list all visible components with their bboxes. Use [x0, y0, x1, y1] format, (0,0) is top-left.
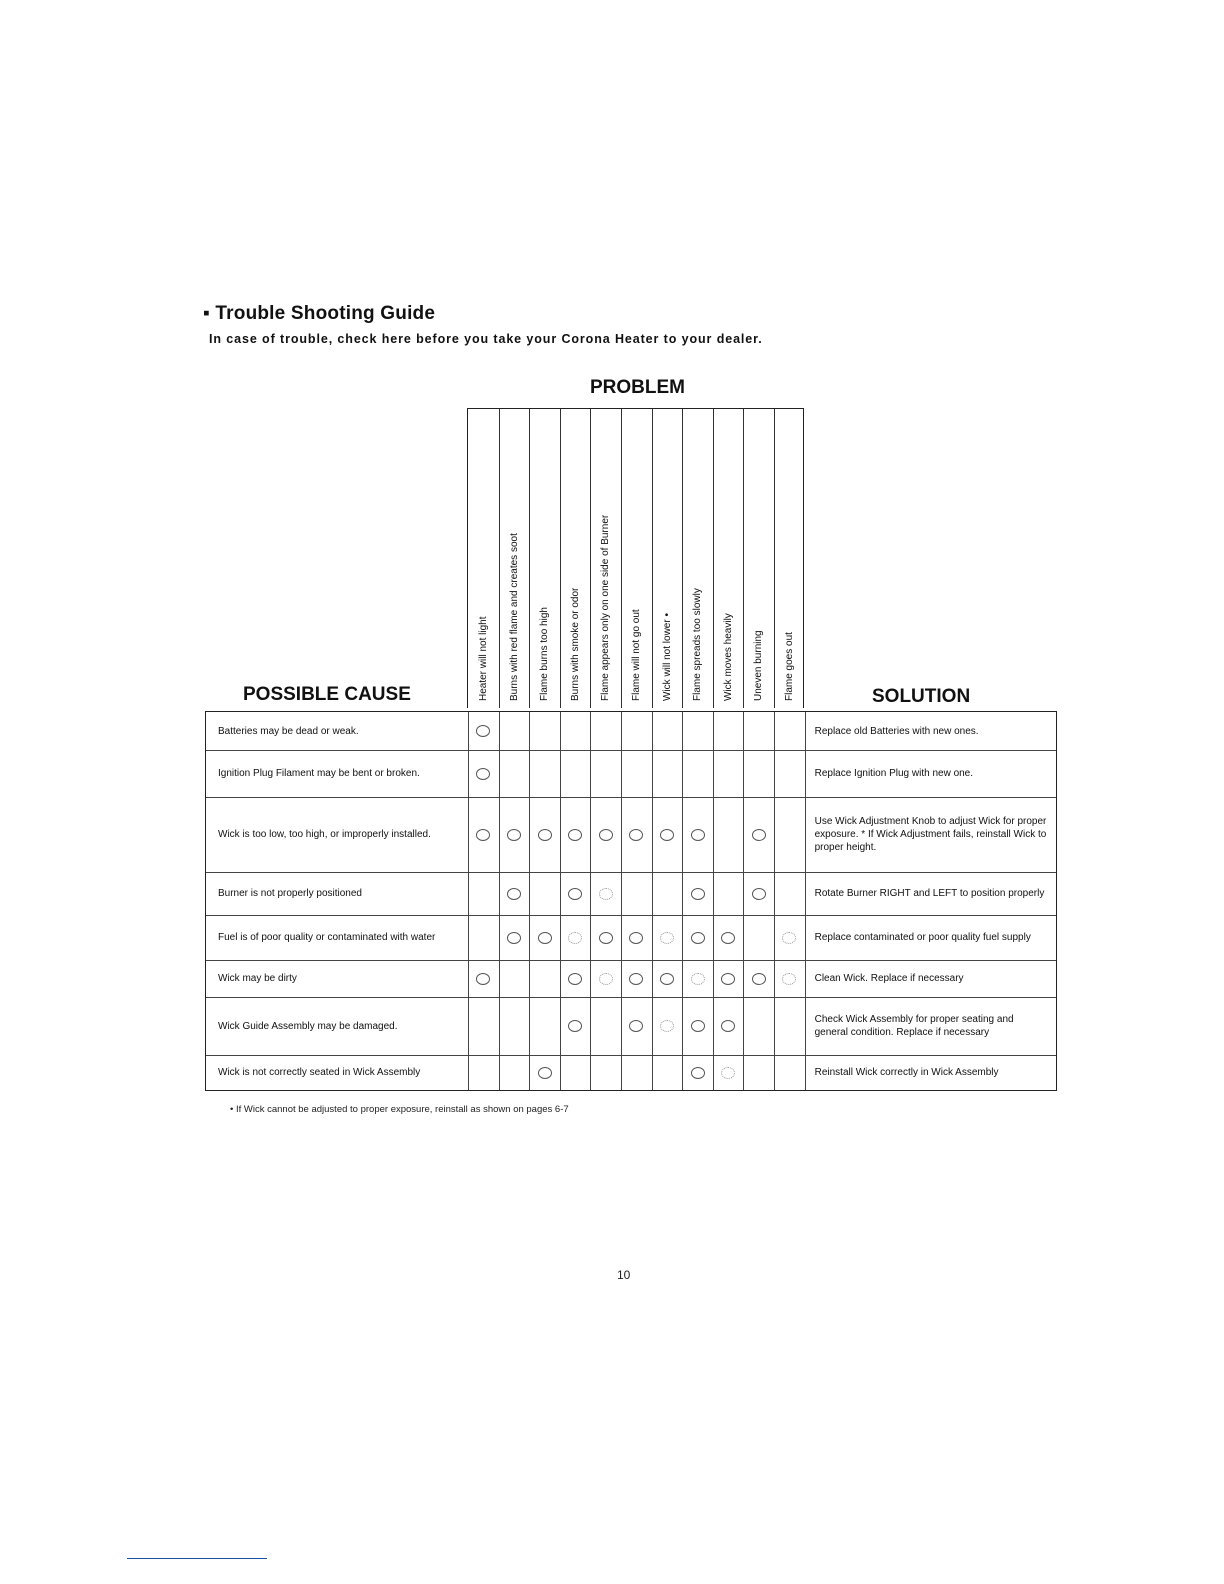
mark-column-divider — [682, 712, 683, 1090]
problem-mark — [599, 973, 613, 985]
cause-column-border — [468, 712, 469, 1090]
guide-title: ▪ Trouble Shooting Guide — [203, 303, 436, 324]
problem-mark — [752, 888, 766, 900]
problem-column-divider — [743, 409, 744, 708]
mark-column-divider — [713, 712, 714, 1090]
troubleshooting-table — [205, 711, 1057, 1091]
cause-heading: POSSIBLE CAUSE — [243, 684, 411, 705]
solution-cell: Replace old Batteries with new ones. — [814, 725, 979, 737]
problem-mark — [629, 973, 643, 985]
mark-column-divider — [743, 712, 744, 1090]
mark-column-divider — [774, 712, 775, 1090]
cause-cell: Fuel is of poor quality or contaminated with water — [218, 932, 436, 943]
cause-cell: Wick may be dirty — [218, 973, 297, 984]
problem-mark — [629, 932, 643, 944]
problem-mark — [568, 973, 582, 985]
problem-mark — [660, 973, 674, 985]
problem-mark — [691, 1020, 705, 1032]
problem-column-divider — [682, 409, 683, 708]
cause-cell: Wick Guide Assembly may be damaged. — [218, 1020, 398, 1032]
problem-mark — [721, 1020, 735, 1032]
mark-column-divider — [590, 712, 591, 1090]
problem-column-divider — [713, 409, 714, 708]
problem-mark — [660, 932, 674, 944]
problem-label: Wick moves heavily — [722, 613, 734, 701]
problem-mark — [782, 973, 796, 985]
problem-mark — [476, 725, 490, 737]
problem-mark — [752, 973, 766, 985]
problem-label: Heater will not light — [478, 616, 489, 701]
mark-column-divider — [529, 712, 530, 1090]
problem-mark — [721, 973, 735, 985]
mark-column-divider — [499, 712, 500, 1090]
problem-mark — [538, 1067, 552, 1079]
problem-mark — [691, 888, 705, 900]
mark-column-divider — [652, 712, 653, 1090]
mark-column-divider — [560, 712, 561, 1090]
cause-cell: Wick is too low, too high, or improperly installed. — [218, 829, 431, 840]
problem-mark — [476, 829, 490, 841]
problem-mark — [691, 973, 705, 985]
problem-column-divider — [529, 409, 530, 708]
problem-column-divider — [652, 409, 653, 708]
problem-label: Uneven burning — [753, 630, 765, 701]
solution-cell: Clean Wick. Replace if necessary — [814, 973, 964, 984]
cause-cell: Wick is not correctly seated in Wick Assembly — [218, 1067, 421, 1078]
cause-cell: Ignition Plug Filament may be bent or broken. — [218, 768, 420, 779]
mark-column-divider — [621, 712, 622, 1090]
solution-cell: Reinstall Wick correctly in Wick Assembly — [814, 1067, 999, 1078]
problem-column-divider — [774, 409, 775, 708]
problem-mark — [538, 932, 552, 944]
solution-cell: Use Wick Adjustment Knob to adjust Wick for proper exposure. * If Wick Adjustment fails, reinstall Wick to proper height. — [814, 816, 1047, 853]
problem-mark — [599, 888, 613, 900]
problem-column-divider — [590, 409, 591, 708]
problem-label: Flame appears only on one side of Burner — [600, 514, 612, 701]
solution-cell: Check Wick Assembly for proper seating and general condition. Replace if necessary — [814, 1014, 1014, 1038]
problem-mark — [476, 973, 490, 985]
problem-column-divider — [499, 409, 500, 708]
cause-cell: Batteries may be dead or weak. — [218, 725, 359, 737]
problem-mark — [568, 829, 582, 841]
problem-mark — [599, 829, 613, 841]
footnote: • If Wick cannot be adjusted to proper exposure, reinstall as shown on pages 6-7 — [230, 1104, 569, 1115]
solution-cell: Replace contaminated or poor quality fuel supply — [814, 932, 1031, 943]
problem-column-divider — [621, 409, 622, 708]
problem-mark — [507, 888, 521, 900]
problem-label: Wick will not lower • — [661, 613, 673, 701]
problem-mark — [691, 932, 705, 944]
solution-column-border — [805, 712, 806, 1090]
problem-label: Burns with smoke or odor — [569, 587, 581, 701]
problem-label: Flame burns too high — [539, 607, 551, 701]
problem-mark — [629, 1020, 643, 1032]
problem-mark — [568, 932, 582, 944]
problem-mark — [568, 1020, 582, 1032]
problem-mark — [476, 768, 490, 780]
problem-column-headers — [467, 408, 804, 708]
problem-mark — [660, 829, 674, 841]
cause-cell: Burner is not properly positioned — [218, 888, 362, 899]
problem-column-divider — [560, 409, 561, 708]
problem-mark — [782, 932, 796, 944]
problem-mark — [752, 829, 766, 841]
problem-label: Flame goes out — [784, 632, 795, 701]
problem-label: Burns with red flame and creates soot — [508, 533, 520, 701]
problem-mark — [629, 829, 643, 841]
problem-mark — [721, 1067, 735, 1079]
bottom-rule — [127, 1558, 267, 1559]
problem-mark — [538, 829, 552, 841]
problem-label: Flame will not go out — [631, 609, 642, 701]
problem-mark — [721, 932, 735, 944]
problem-mark — [507, 829, 521, 841]
guide-subtitle: In case of trouble, check here before you take your Corona Heater to your dealer. — [209, 332, 763, 346]
problem-heading: PROBLEM — [590, 377, 685, 398]
problem-label: Flame spreads too slowly — [692, 588, 704, 701]
problem-mark — [507, 932, 521, 944]
problem-mark — [568, 888, 582, 900]
solution-cell: Replace Ignition Plug with new one. — [814, 768, 974, 779]
solution-cell: Rotate Burner RIGHT and LEFT to position properly — [814, 888, 1045, 899]
problem-mark — [691, 829, 705, 841]
problem-mark — [691, 1067, 705, 1079]
problem-mark — [599, 932, 613, 944]
page-number: 10 — [617, 1268, 631, 1282]
solution-heading: SOLUTION — [872, 686, 971, 707]
problem-mark — [660, 1020, 674, 1032]
